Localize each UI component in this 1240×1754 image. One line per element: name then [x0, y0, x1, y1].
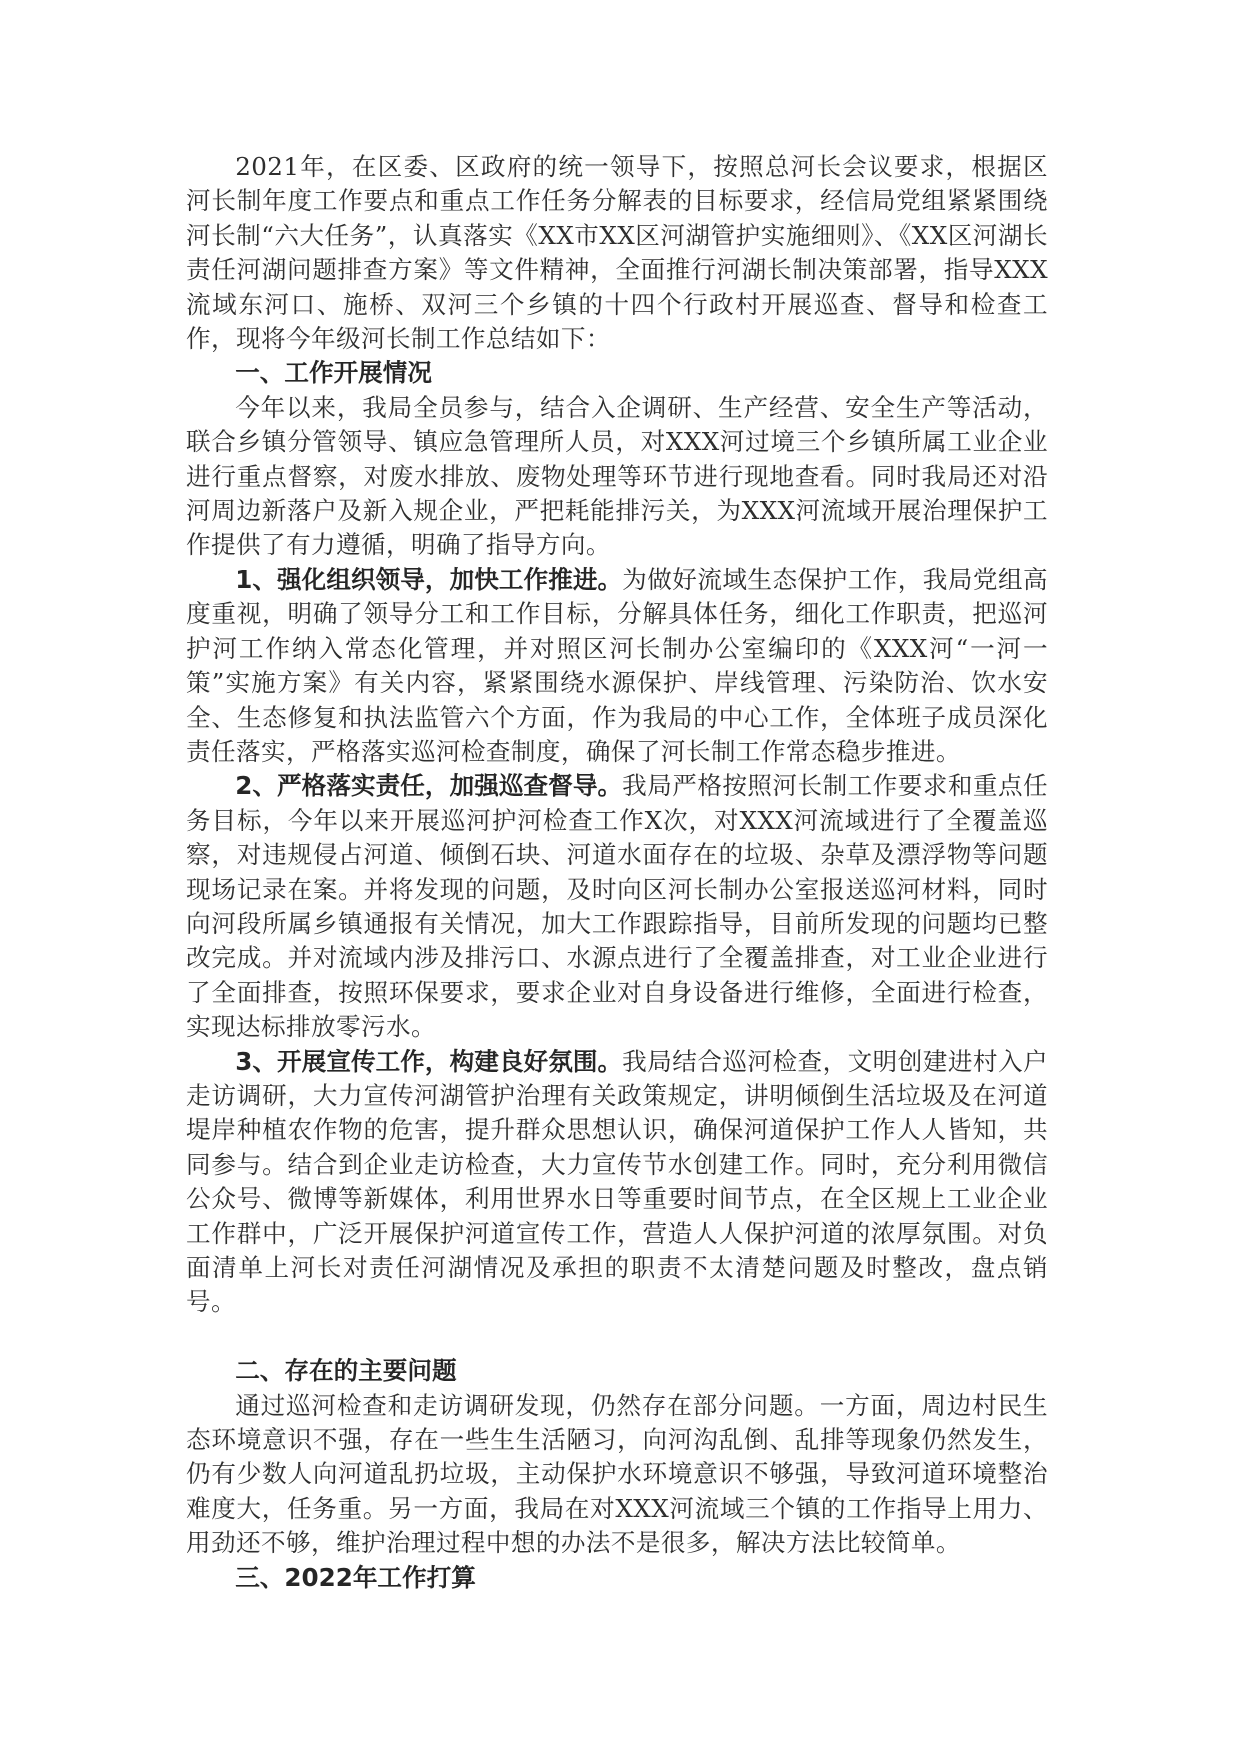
item-2-lead: 2、严格落实责任，加强巡查督导。	[235, 771, 623, 801]
section-heading-2: 二、存在的主要问题	[235, 1356, 457, 1386]
section-1-intro: 今年以来，我局全员参与，结合入企调研、生产经营、安全生产等活动，联合乡镇分管领导、镇应急管理所人员，对XXX河过境三个乡镇所属工业企业进行重点督察，对废水排放、废物处理等环节进行现地查看。同时我局还对沿河周边新落户及新入规企业，严把耗能排污关，为XXX河流域开展治理保护工作提供了有力遵循，明确了指导方向。	[186, 392, 1048, 560]
section-heading-1: 一、工作开展情况	[235, 358, 432, 388]
section-2-intro: 通过巡河检查和走访调研发现，仍然存在部分问题。一方面，周边村民生态环境意识不强，存在一些生生活陋习，向河沟乱倒、乱排等现象仍然发生，仍有少数人向河道乱扔垃圾，主动保护水环境意识不够强，导致河道环境整治难度大，任务重。另一方面，我局在对XXX河流域三个镇的工作指导上用力、用劲还不够，维护治理过程中想的办法不是很多，解决方法比较简单。	[186, 1390, 1048, 1558]
document-page	[186, 150, 1048, 1595]
section-1-item-3	[186, 1045, 1048, 1320]
blank-line	[186, 1320, 1048, 1354]
item-1-body: 为做好流域生态保护工作，我局党组高度重视，明确了领导分工和工作目标，分解具体任务，细化工作职责，把巡河护河工作纳入常态化管理，并对照区河长制办公室编印的《XXX河“一河一策”实施方案》有关内容，紧紧围绕水源保护、岸线管理、污染防治、饮水安全、生态修复和执法监管六个方面，作为我局的中心工作，全体班子成员深化责任落实，严格落实巡河检查制度，确保了河长制工作常态稳步推进。	[186, 564, 1048, 766]
section-1-item-1	[186, 563, 1048, 769]
item-3-lead: 3、开展宣传工作，构建良好氛围。	[235, 1046, 623, 1076]
item-1-lead: 1、强化组织领导，加快工作推进。	[235, 564, 623, 594]
section-1-item-2	[186, 769, 1048, 1044]
item-2-body: 我局严格按照河长制工作要求和重点任务目标，今年以来开展巡河护河检查工作X次，对XXX河流域进行了全覆盖巡察，对违规侵占河道、倾倒石块、河道水面存在的垃圾、杂草及漂浮物等问题现场记录在案。并将发现的问题，及时向区河长制办公室报送巡河材料，同时向河段所属乡镇通报有关情况，加大工作跟踪指导，目前所发现的问题均已整改完成。并对流域内涉及排污口、水源点进行了全覆盖排查，对工业企业进行了全面排查，按照环保要求，要求企业对自身设备进行维修，全面进行检查，实现达标排放零污水。	[186, 771, 1048, 1042]
intro-paragraph: 2021年，在区委、区政府的统一领导下，按照总河长会议要求，根据区河长制年度工作要点和重点工作任务分解表的目标要求，经信局党组紧紧围绕河长制“六大任务”，认真落实《XX市XX区河湖管护实施细则》、《XX区河湖长责任河湖问题排查方案》等文件精神，全面推行河湖长制决策部署，指导XXX流域东河口、施桥、双河三个乡镇的十四个行政村开展巡查、督导和检查工作，现将今年级河长制工作总结如下：	[186, 152, 1048, 354]
item-3-body: 我局结合巡河检查，文明创建进村入户走访调研，大力宣传河湖管护治理有关政策规定，讲明倾倒生活垃圾及在河道堤岸种植农作物的危害，提升群众思想认识，确保河道保护工作人人皆知，共同参与。结合到企业走访检查，大力宣传节水创建工作。同时，充分利用微信公众号、微博等新媒体，利用世界水日等重要时间节点，在全区规上工业企业工作群中，广泛开展保护河道宣传工作，营造人人保护河道的浓厚氛围。对负面清单上河长对责任河湖情况及承担的职责不太清楚问题及时整改，盘点销号。	[186, 1046, 1048, 1317]
section-heading-3: 三、2022年工作打算	[235, 1562, 476, 1592]
